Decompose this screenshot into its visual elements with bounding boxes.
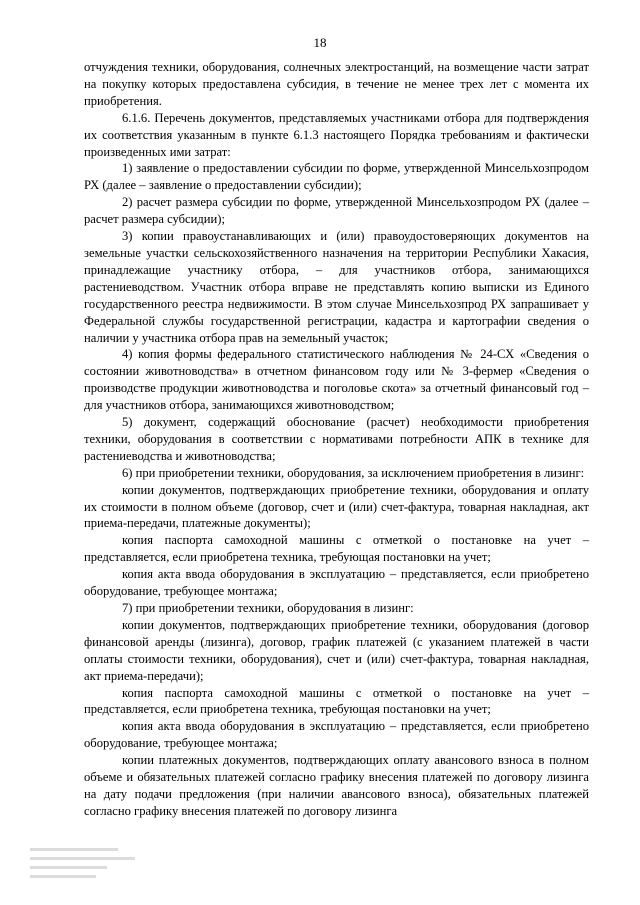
- paragraph-4: 2) расчет размера субсидии по форме, утвержденной Минсельхозпродом РХ (далее – расчет размера субсидии);: [84, 195, 589, 227]
- page-number: 18: [313, 35, 327, 50]
- paragraph-9: копии документов, подтверждающих приобретение техники, оборудования и оплату их стоимости в полном объеме (договор, счет и (или) счет-фактура, товарная накладная, акт приема-передачи, платежные документы);: [84, 482, 589, 531]
- paragraph-1: отчуждения техники, оборудования, солнечных электростанций, на возмещение части затрат на покупку которых предоставлена субсидия, в течение не менее трех лет с момента их приобретения.: [84, 60, 589, 108]
- paragraph-16: копии платежных документов, подтверждающих оплату авансового взноса в полном объеме и обязательных платежей согласно графику внесения платежей по договору лизинга на дату подачи предложения (при наличии авансового взноса), обязательных платежей согласно графику внесения платежей по договору лизинга: [84, 753, 589, 818]
- paragraph-6: 4) копия формы федерального статистического наблюдения № 24-СХ «Сведения о состоянии животноводства» в отчетном финансовом году или № 3-фермер «Сведения о производстве продукции животноводства и поголовье скота» за отчетный финансовый год – для участников отбора, занимающихся животноводством;: [84, 347, 589, 413]
- paragraph-3: 1) заявление о предоставлении субсидии по форме, утвержденной Минсельхозпродом РХ (далее – заявление о предоставлении субсидии);: [84, 161, 589, 193]
- paragraph-15: копия акта ввода оборудования в эксплуатацию – представляется, если приобретено оборудование, требующее монтажа;: [84, 719, 589, 751]
- document-body: [84, 59, 589, 820]
- paragraph-14: копия паспорта самоходной машины с отметкой о постановке на учет – представляется, если приобретена техника, требующая постановки на учет;: [84, 685, 589, 717]
- paragraph-13: копии документов, подтверждающих приобретение техники, оборудования (договор финансовой аренды (лизинга), договор, график платежей (с указанием платежей в части оплаты стоимости техники, оборудования), счет и (или) счет-фактура, товарная накладная, акт приема-передачи);: [84, 617, 589, 683]
- paragraph-7: 5) документ, содержащий обоснование (расчет) необходимости приобретения техники, оборудования в соответствии с нормативами потребности АПК в технике для растениеводства и животноводства;: [84, 415, 589, 463]
- paragraph-12: 7) при приобретении техники, оборудования в лизинг:: [122, 601, 414, 615]
- paragraph-2: 6.1.6. Перечень документов, представляемых участниками отбора для подтверждения их соответствия указанным в пункте 6.1.3 настоящего Порядка требованиям и фактически произведенных ими затрат:: [84, 110, 589, 159]
- paragraph-8: 6) при приобретении техники, оборудования, за исключением приобретения в лизинг:: [122, 465, 585, 480]
- paragraph-11: копия акта ввода оборудования в эксплуатацию – представляется, если приобретено оборудование, требующее монтажа;: [84, 567, 589, 599]
- faded-stamp-mark: [30, 842, 140, 892]
- paragraph-5: 3) копии правоустанавливающих и (или) правоудостоверяющих документов на земельные участки сельскохозяйственного назначения на территории Республики Хакасия, принадлежащие участнику отбора, – для участников отбора, занимающихся растениеводством. Участник отбора вправе не представлять копию выписки из Единого государственного реестра недвижимости. В этом случае Минсельхозпрод РХ запрашивает у Федеральной службы государственной регистрации, кадастра и картографии сведения о наличии у участника отбора прав на земельный участок;: [84, 229, 589, 345]
- paragraph-10: копия паспорта самоходной машины с отметкой о постановке на учет – представляется, если приобретена техника, требующая постановки на учет;: [84, 533, 589, 565]
